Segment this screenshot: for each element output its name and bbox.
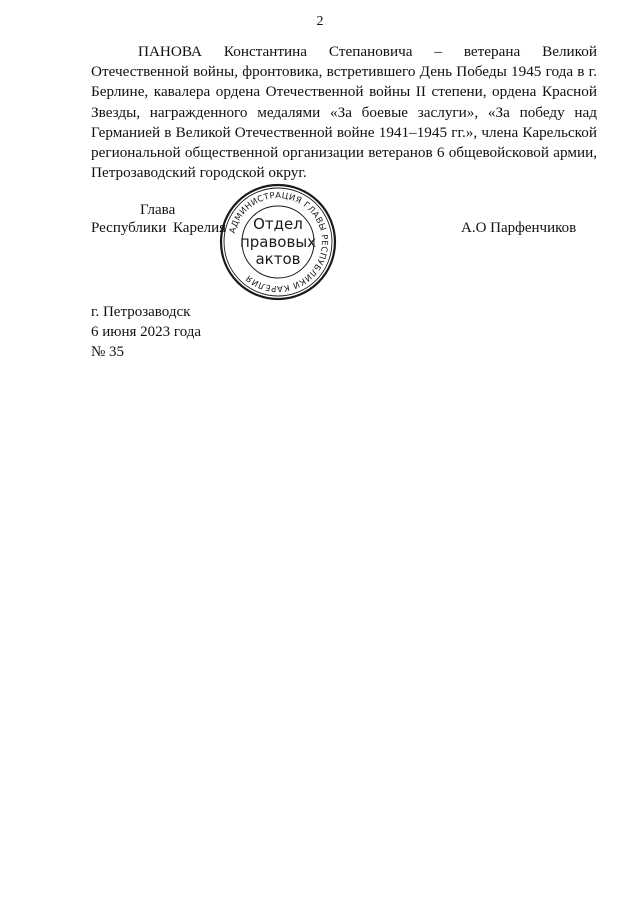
place-of-signing: г. Петрозаводск	[91, 304, 191, 320]
stamp-line3: актов	[255, 250, 301, 268]
signatory-position-line1: Глава	[140, 202, 176, 218]
document-footer	[91, 302, 201, 362]
body-paragraph: ПАНОВА Константина Степановича – ветерана Великой Отечественной войны, фронтовика, встретившего День Победы 1945 года в г. Берлине, кавалера ордена Отечественной войны II степени, ордена Красной Звезды, награжденного медалями «За боевые заслуги», «За победу над Германией в Великой Отечественной войне 1941–1945 гг.», члена Карельской региональной общественной организации ветеранов 6 общевойсковой армии, Петрозаводский городской округ.	[91, 43, 597, 182]
date-of-signing: 6 июня 2023 года	[91, 324, 202, 340]
document-number: № 35	[91, 344, 125, 360]
page-number: 2	[316, 14, 324, 29]
signatory-position-line2: Республики Карелия	[91, 220, 227, 236]
stamp-line2: правовых	[239, 233, 317, 251]
signatory-name: А.О Парфенчиков	[461, 220, 577, 236]
official-stamp	[218, 182, 338, 302]
stamp-ring-text: АДМИНИСТРАЦИЯ ГЛАВЫ РЕСПУБЛИКИ КАРЕЛИЯ	[226, 189, 331, 295]
stamp-line1: Отдел	[253, 215, 303, 233]
